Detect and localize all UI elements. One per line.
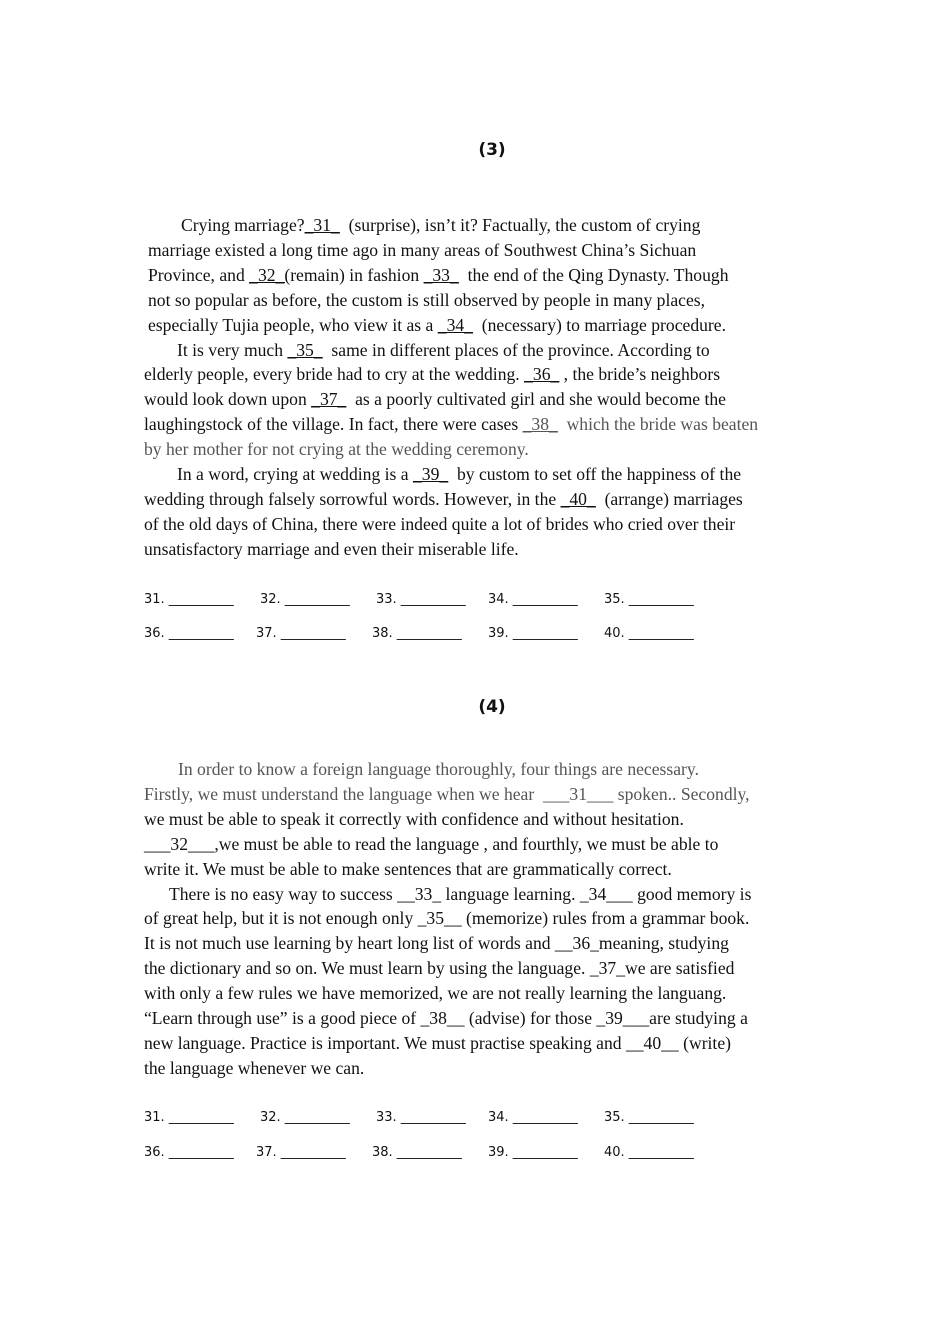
passage-line: wedding through falsely sorrowful words. However, in the _40_ (arrange) marriages (144, 488, 743, 509)
passage-line: marriage existed a long time ago in many areas of Southwest China’s Sichuan (148, 239, 697, 260)
passage-line: elderly people, every bride had to cry at the wedding. _36_ , the bride’s neighbors (144, 364, 721, 385)
passage-line: of the old days of China, there were indeed quite a lot of brides who cried over their (144, 513, 736, 534)
passage-line: In a word, crying at wedding is a _39_ by custom to set off the happiness of the (177, 464, 742, 485)
answer-blank[interactable]: 35. __________ (604, 1110, 694, 1125)
answer-blank[interactable]: 33. __________ (376, 592, 466, 607)
passage-line: It is very much _35_ same in different places of the province. According to (177, 339, 710, 360)
passage-line: especially Tujia people, who view it as a _34_ (necessary) to marriage procedure. (148, 314, 726, 335)
section-4-title: (4) (478, 697, 506, 717)
section-4-answer-row-1 (144, 1110, 694, 1125)
passage-line: new language. Practice is important. We must practise speaking and __40__ (write) (144, 1032, 731, 1053)
passage-line: write it. We must be able to make sentences that are grammatically correct. (144, 858, 672, 879)
answer-blank[interactable]: 32. __________ (260, 592, 350, 607)
passage-line: Firstly, we must understand the language when we hear ___31___ spoken.. Secondly, (144, 783, 750, 804)
answer-blank[interactable]: 38. __________ (372, 1145, 462, 1160)
passage-line: with only a few rules we have memorized, we are not really learning the languang. (144, 983, 727, 1004)
answer-blank[interactable]: 39. __________ (488, 1145, 578, 1160)
passage-line: of great help, but it is not enough only _35__ (memorize) rules from a grammar book. (144, 908, 750, 929)
passage-line: the language whenever we can. (144, 1057, 365, 1078)
section-4-passage (144, 757, 751, 1081)
passage-line: Province, and _32_(remain) in fashion _33_ the end of the Qing Dynasty. Though (148, 264, 729, 285)
answer-blank[interactable]: 40. __________ (604, 626, 694, 641)
answer-blank[interactable]: 37. __________ (256, 626, 346, 641)
answer-blank[interactable]: 34. __________ (488, 592, 578, 607)
passage-line: In order to know a foreign language thoroughly, four things are necessary. (178, 759, 699, 779)
passage-line: ___32___,we must be able to read the language , and fourthly, we must be able to (144, 833, 719, 854)
passage-line: Crying marriage?_31_ (surprise), isn’t it? Factually, the custom of crying (181, 215, 701, 235)
section-3-title: (3) (478, 140, 506, 160)
passage-line: laughingstock of the village. In fact, there were cases _38_ which the bride was beaten (144, 414, 759, 435)
answer-blank[interactable]: 35. __________ (604, 592, 694, 607)
passage-line: unsatisfactory marriage and even their miserable life. (144, 538, 519, 559)
passage-line: the dictionary and so on. We must learn by using the language. _37_we are satisfied (144, 958, 735, 979)
passage-line: There is no easy way to success __33_ language learning. _34___ good memory is (169, 883, 752, 904)
passage-line: would look down upon _37_ as a poorly cultivated girl and she would become the (144, 389, 726, 410)
passage-line: by her mother for not crying at the wedding ceremony. (144, 439, 529, 460)
answer-blank[interactable]: 36. __________ (144, 1145, 234, 1160)
answer-blank[interactable]: 31. __________ (144, 592, 234, 607)
answer-blank[interactable]: 38. __________ (372, 626, 462, 641)
section-3-answer-row-1 (144, 592, 694, 607)
section-3-passage (144, 213, 758, 562)
answer-blank[interactable]: 39. __________ (488, 626, 578, 641)
passage-line: we must be able to speak it correctly with confidence and without hesitation. (144, 808, 684, 829)
answer-blank[interactable]: 32. __________ (260, 1110, 350, 1125)
passage-line: not so popular as before, the custom is still observed by people in many places, (148, 289, 706, 310)
answer-blank[interactable]: 37. __________ (256, 1145, 346, 1160)
answer-blank[interactable]: 33. __________ (376, 1110, 466, 1125)
passage-line: It is not much use learning by heart long list of words and __36_meaning, studying (144, 933, 729, 954)
answer-blank[interactable]: 40. __________ (604, 1145, 694, 1160)
answer-blank[interactable]: 34. __________ (488, 1110, 578, 1125)
section-3-answer-row-2 (144, 626, 694, 641)
section-4-answer-row-2 (144, 1145, 694, 1160)
passage-line: “Learn through use” is a good piece of _38__ (advise) for those _39___are studying a (144, 1008, 748, 1029)
answer-blank[interactable]: 31. __________ (144, 1110, 234, 1125)
answer-blank[interactable]: 36. __________ (144, 626, 234, 641)
